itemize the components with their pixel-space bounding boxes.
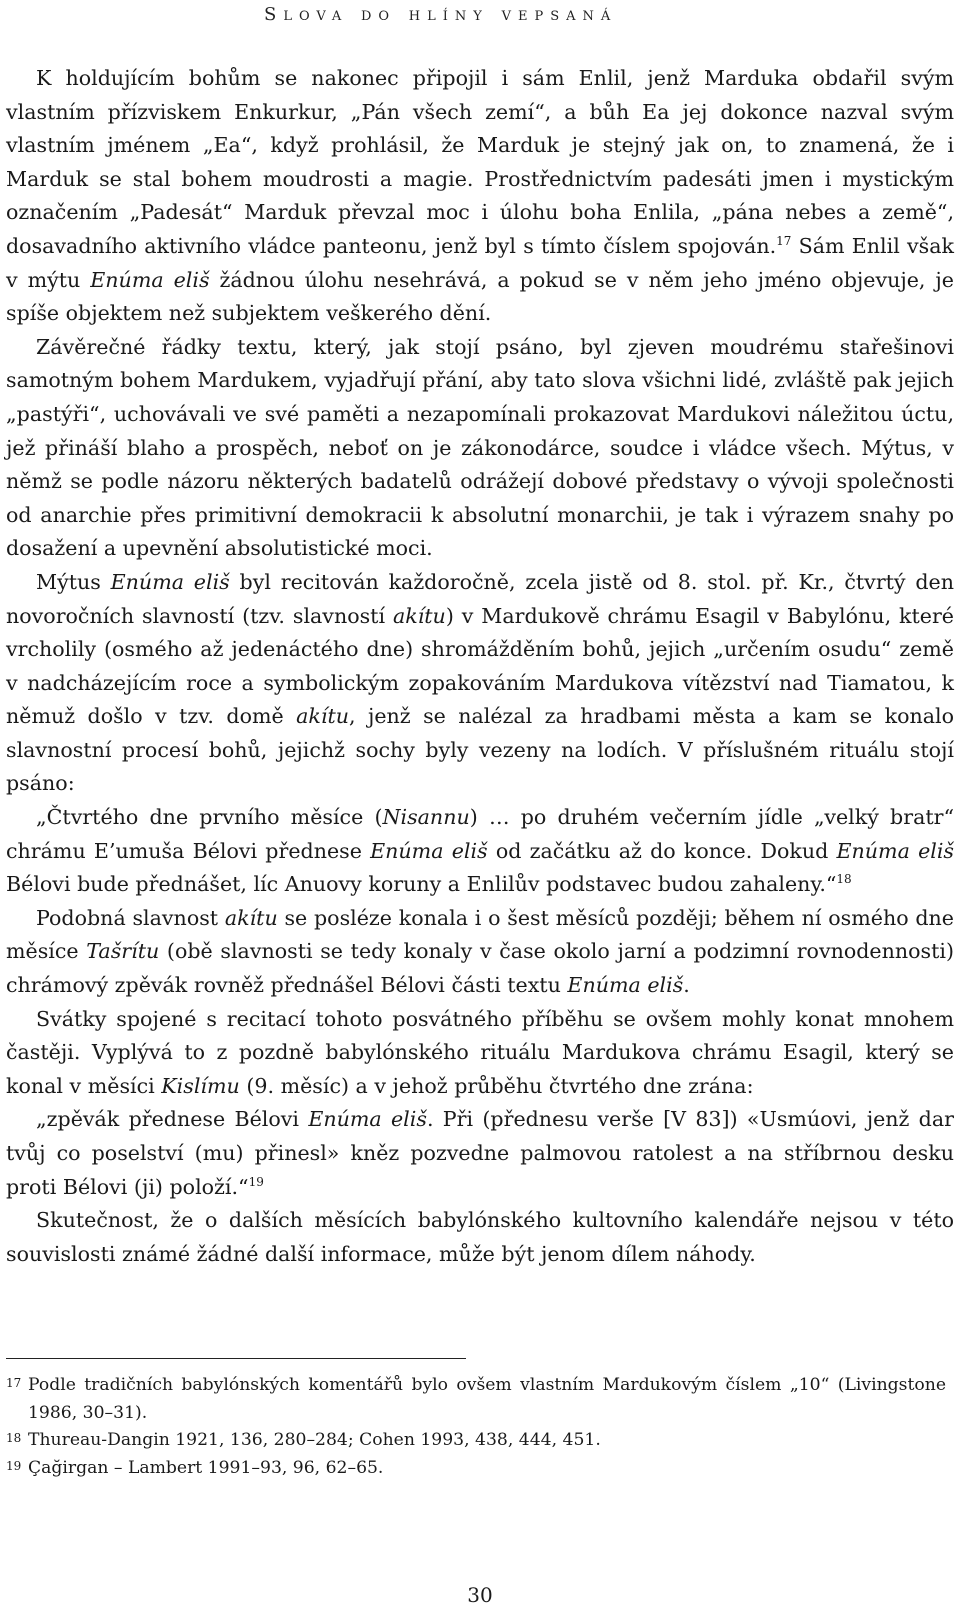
text-run: Podobná slavnost [36,905,225,930]
footnote-text: Çağirgan – Lambert 1991–93, 96, 62–65. [28,1457,384,1478]
body-text [6,62,954,1271]
italic-text: Kislímu [161,1073,240,1098]
footnote-rule [6,1358,466,1359]
paragraph [6,62,954,331]
italic-text: Enúma eliš [370,838,488,863]
italic-text: akítu [296,704,349,729]
text-run: Bélovi bude přednášet, líc Anuovy koruny a Enlilův podstavec budou zahaleny.“ [6,872,837,897]
italic-text: akítu [224,905,278,930]
text-run: ) … po druhém večerním jídle „velký bratr“ chrámu E’umuša Bélovi přednese [6,805,954,863]
text-run: (obě slavnosti se tedy konaly v čase okolo jarní a podzimní rovnodennosti) chrámový zpěvák rovněž přednášel Bélovi části textu [6,939,955,998]
text-run: „zpěvák přednese Bélovi [36,1107,309,1132]
italic-text: akítu [392,603,446,628]
italic-text: Nisannu [382,805,470,830]
text-run: od začátku až do konce. Dokud [487,838,837,863]
footnotes [6,1372,946,1482]
page-number: 30 [467,1583,493,1607]
paragraph [6,566,954,801]
text-run: žádnou úlohu nesehrává, a pokud se v něm jeho jméno objevuje, je spíše objektem než subjektem veškerého dění. [6,267,954,326]
text-run: Mýtus [36,569,111,594]
text-run: „Čtvrtého dne prvního měsíce ( [36,805,383,830]
footnote-text: Thureau-Dangin 1921, 136, 280–284; Cohen 1993, 438, 444, 451. [28,1430,601,1450]
quotation-paragraph [6,801,954,902]
footnote [6,1455,946,1483]
italic-text: Enúma eliš [308,1107,427,1132]
footnote [6,1427,946,1455]
footnote-number: 18 [6,1431,22,1445]
italic-text: Enúma eliš [567,973,684,998]
paragraph [6,1204,954,1271]
footnote-reference: 17 [776,234,792,249]
italic-text: Enúma eliš [90,267,210,292]
text-run: Sám Enlil však v mýtu [6,233,954,292]
italic-text: Tašrítu [86,939,160,964]
text-run: Skutečnost, že o dalších měsících babylónského kultovního kalendáře nejsou v této souvislosti známé žádné další informace, může být jenom dílem náhody. [6,1208,954,1266]
text-run: , jenž se nalézal za hradbami města a kam se konalo slavnostní procesí bohů, jejichž sochy byly vezeny na lodích. V příslušném rituálu stojí psáno: [6,704,955,796]
running-head: Slova do hlíny vepsaná [264,4,618,25]
paragraph [6,1003,954,1104]
text-run: se posléze konala i o šest měsíců později; během ní osmého dne měsíce [6,905,954,964]
text-run: Svátky spojené s recitací tohoto posvátného příběhu se ovšem mohly konat mnohem častěji. Vyplývá to z pozdně babylónského rituálu Mardukova chrámu Esagil, který se konal v měsíci [6,1006,954,1098]
paragraph [6,902,954,1003]
quotation-paragraph [6,1103,954,1204]
footnote [6,1372,946,1427]
text-run: Závěrečné řádky textu, který, jak stojí psáno, byl zjeven moudrému stařešinovi samotným bohem Mardukem, vyjadřují přání, aby tato slova všichni lidé, zvláště pak jejich „pastýři“, uchovávali ve své paměti a nezapomínali prokazovat Mardukovi náležitou úctu, jež přináší blaho a prospěch, neboť on je zákonodárce, soudce i vládce všech. Mýtus, v němž se podle názoru některých badatelů odrážejí dobové představy o vývoji společnosti od anarchie přes primitivní demokracii k absolutní monarchii, je tak i výrazem snahy po dosažení a upevnění absolutistické moci. [6,334,954,561]
text-run: K holdujícím bohům se nakonec připojil i sám Enlil, jenž Marduka obdařil svým vlastním přízviskem Enkurkur, „Pán všech zemí“, a bůh Ea jej dokonce nazval svým vlastním jménem „Ea“, když prohlásil, že Marduk je stejný jak on, to znamená, že i Marduk se stal bohem moudrosti a magie. Prostřednictvím padesáti jmen i mystickým označením „Padesát“ Marduk převzal moc i úlohu boha Enlila, „pána nebes a země“, dosavadního aktivního vládce panteonu, jenž byl s tímto číslem spojován. [6,66,954,258]
text-run: byl recitován každoročně, zcela jistě od 8. stol. př. Kr., čtvrtý den novoročních slavností (tzv. slavností [6,569,955,628]
paragraph [6,331,954,566]
italic-text: Enúma eliš [110,569,230,594]
footnote-number: 17 [6,1376,22,1390]
text-run: . Při (přednesu verše [V 83]) «Usmúovi, jenž dar tvůj co poselství (mu) přinesl» kněz pozvedne palmovou ratolest a na stříbrnou desku proti Bélovi (ji) položí.“ [6,1107,954,1199]
footnote-number: 19 [6,1458,22,1473]
text-run: . [683,973,690,998]
italic-text: Enúma eliš [836,838,954,863]
footnote-reference: 18 [836,872,852,887]
text-run: ) v Mardukově chrámu Esagil v Babylónu, které vrcholily (osmého až jedenáctého dne) shromážděním bohů, jejich „určením osudu“ země v nadcházejícím roce a symbolickým zopakováním Mardukova vítězství nad Tiamatou, k němuž došlo v tzv. domě [6,603,954,729]
text-run: (9. měsíc) a v jehož průběhu čtvrtého dne zrána: [239,1073,754,1098]
footnote-text: Podle tradičních babylónských komentářů bylo ovšem vlastním Mardukovým číslem „10“ (Livingstone 1986, 30–31). [28,1375,946,1423]
footnote-reference: 19 [248,1174,264,1189]
